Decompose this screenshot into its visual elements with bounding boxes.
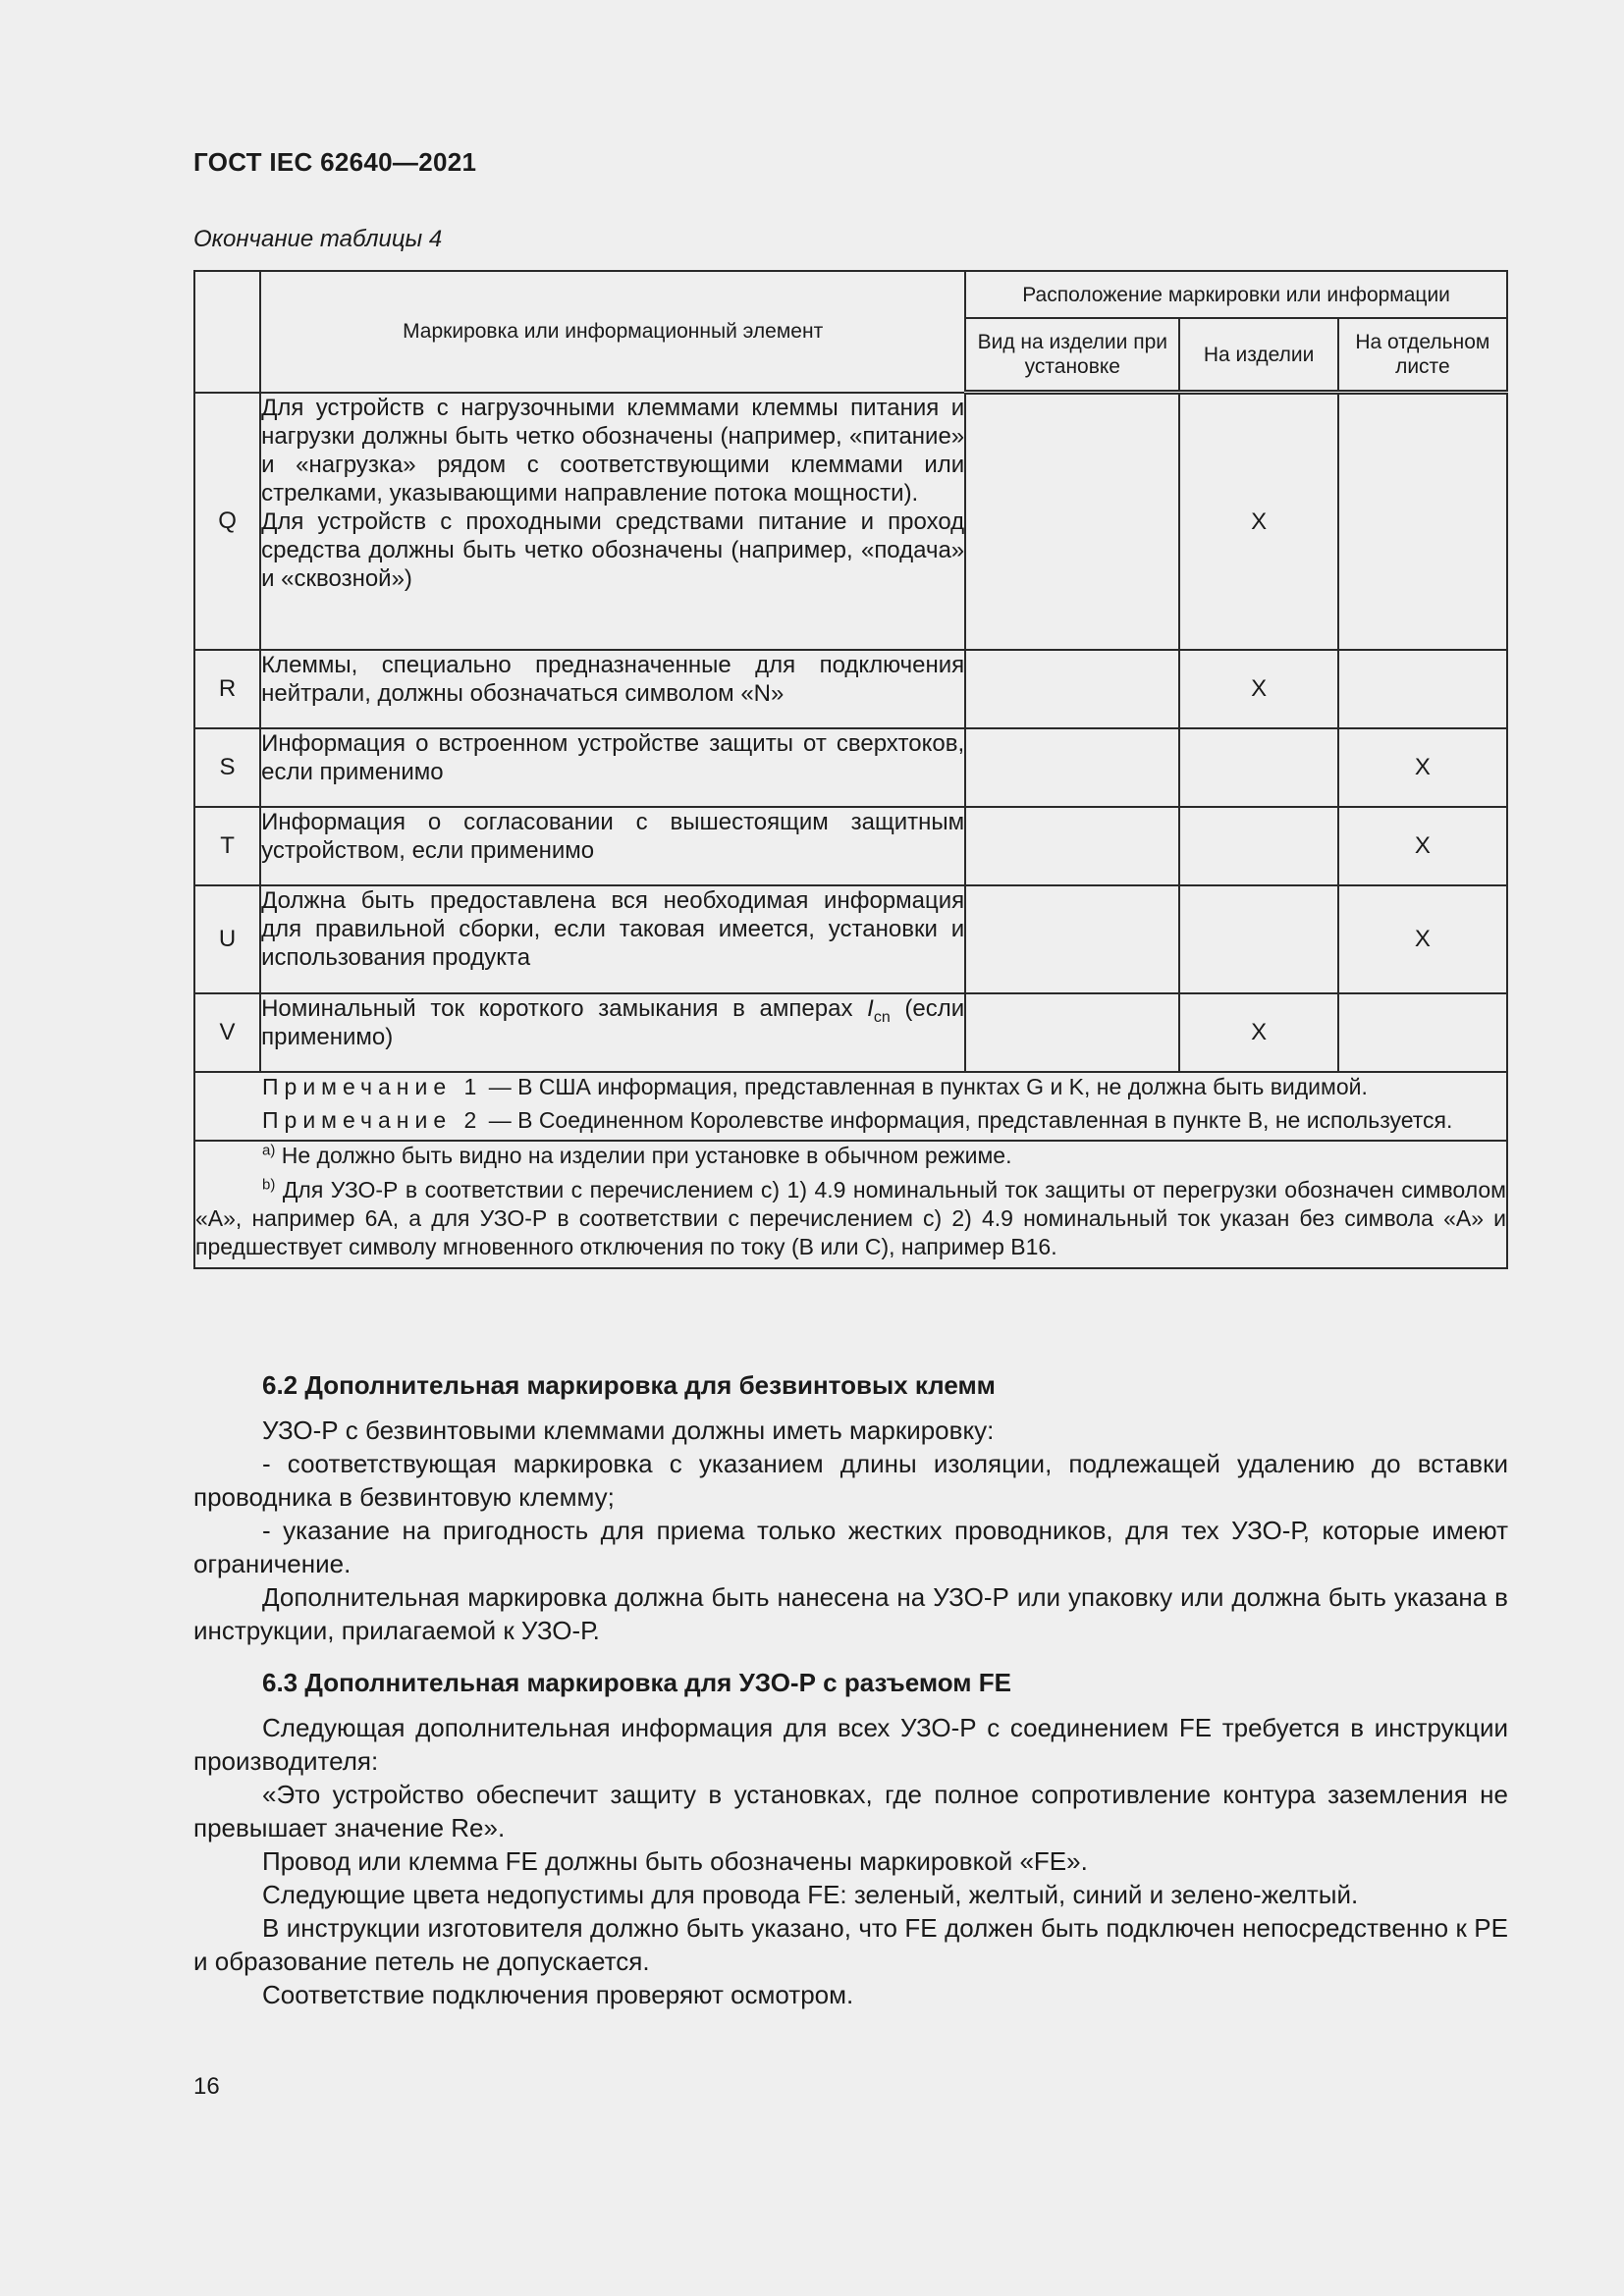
section-6-2 [193,1368,1508,1647]
table-row [194,885,1507,993]
row-letter: S [194,728,260,807]
mark-on-product: X [1179,393,1337,650]
mark-view-on-installed [965,650,1179,728]
table-row [194,807,1507,885]
table-head-row [194,271,1507,318]
mark-view-on-installed [965,885,1179,993]
note-text: — В США информация, представленная в пунктах G и K, не должна быть видимой. [482,1073,1368,1099]
table-row [194,993,1507,1072]
table-notes-row [194,1072,1507,1141]
mark-view-on-installed [965,728,1179,807]
row-letter: T [194,807,260,885]
table-row [194,728,1507,807]
paragraph: Дополнительная маркировка должна быть нанесена на УЗО-Р или упаковку или должна быть указана в инструкции, прилагаемой к УЗО-Р. [193,1582,1508,1645]
row-letter: V [194,993,260,1072]
mark-view-on-installed [965,807,1179,885]
mark-view-on-installed [965,393,1179,650]
mark-view-on-installed [965,993,1179,1072]
description-text: (если применимо) [261,994,965,1050]
current-symbol-subscript: cn [873,1008,891,1026]
row-description [260,885,965,993]
header-separate-sheet: На отдельном листе [1338,318,1507,393]
current-symbol: I [867,994,874,1022]
footnote-text: Для УЗО-Р в соответствии с перечислением c) 1) 4.9 номинальный ток защиты от перегрузки обозначен символом «А», например 6A, а для УЗО-Р в соответствии с перечислением c) 2) 4.9 номинальный ток указан без символа «А» и предшествует символу мгновенного отключения по току (B или C), например B16. [195,1176,1506,1259]
table-row [194,650,1507,728]
paragraph: УЗО-Р с безвинтовыми клеммами должны иметь маркировку: [262,1415,995,1445]
header-letter-cell [194,271,260,393]
paragraph: В инструкции изготовителя должно быть указано, что FE должен быть подключен непосредственно к PE и образование петель не допускается. [193,1913,1508,1976]
mark-separate-sheet: X [1338,885,1507,993]
mark-separate-sheet [1338,993,1507,1072]
mark-on-product [1179,807,1337,885]
document-header: ГОСТ IEC 62640—2021 [193,147,477,177]
row-description [260,993,965,1072]
description-paragraph: Информация о согласовании с вышестоящим защитным устройством, если применимо [261,808,965,864]
mark-separate-sheet: X [1338,728,1507,807]
marking-table [193,270,1508,1269]
mark-separate-sheet: X [1338,807,1507,885]
row-description [260,807,965,885]
footnote-text: Не должно быть видно на изделии при установке в обычном режиме. [275,1142,1012,1168]
table-row [194,393,1507,650]
description-text: Номинальный ток короткого замыкания в амперах [261,994,868,1022]
description-paragraph: Должна быть предоставлена вся необходимая информация для правильной сборки, если таковая имеется, установки и использования продукта [261,886,965,971]
mark-on-product: X [1179,993,1337,1072]
header-on-product: На изделии [1179,318,1337,393]
note-label: Примечание 2 [262,1106,483,1133]
row-letter: Q [194,393,260,650]
paragraph: Провод или клемма FE должны быть обозначены маркировкой «FE». [262,1846,1088,1876]
description-paragraph: Для устройств с нагрузочными клеммами клеммы питания и нагрузки должны быть четко обозначены (например, «питание» и «нагрузка» рядом с соответствующими клеммами или стрелками, указывающими направление потока мощности). [261,394,965,507]
mark-on-product: X [1179,650,1337,728]
table-footnotes [194,1141,1507,1268]
paragraph: Соответствие подключения проверяют осмотром. [262,1980,854,2009]
paragraph: - соответствующая маркировка с указанием длины изоляции, подлежащей удалению до вставки проводника в безвинтовую клемму; [193,1449,1508,1512]
paragraph: Следующая дополнительная информация для всех УЗО-Р с соединением FE требуется в инструкции производителя: [193,1713,1508,1776]
note-1 [195,1073,1506,1100]
header-element: Маркировка или информационный элемент [260,271,965,393]
row-description [260,393,965,650]
note-2 [195,1106,1506,1134]
mark-on-product [1179,885,1337,993]
mark-separate-sheet [1338,393,1507,650]
table-notes [194,1072,1507,1141]
description-paragraph: Клеммы, специально предназначенные для подключения нейтрали, должны обозначаться символом «N» [261,651,965,707]
header-view-on-installed: Вид на изделии при установке [965,318,1179,393]
section-heading: 6.3 Дополнительная маркировка для УЗО-Р с разъемом FE [262,1668,1011,1697]
page-number: 16 [193,2073,220,2100]
paragraph: «Это устройство обеспечит защиту в установках, где полное сопротивление контура заземления не превышает значение Re». [193,1780,1508,1842]
footnote-mark: b) [262,1175,276,1193]
row-letter: U [194,885,260,993]
section-heading: 6.2 Дополнительная маркировка для безвинтовых клемм [262,1370,996,1400]
description-paragraph: Для устройств с проходными средствами питание и проход средства должны быть четко обозначены (например, «подача» и «сквозной») [261,507,965,592]
paragraph: - указание на пригодность для приема только жестких проводников, для тех УЗО-Р, которые имеют ограничение. [193,1516,1508,1578]
section-6-3 [193,1666,1508,2011]
description-paragraph [261,994,964,1051]
footnote-b [195,1176,1506,1261]
note-text: — В Соединенном Королевстве информация, представленная в пункте B, не используется. [482,1106,1453,1133]
paragraph: Следующие цвета недопустимы для провода FE: зеленый, желтый, синий и зелено-желтый. [262,1880,1359,1909]
mark-on-product [1179,728,1337,807]
description-paragraph: Информация о встроенном устройстве защиты от сверхтоков, если применимо [261,729,965,785]
note-label: Примечание 1 [262,1073,483,1099]
table-caption: Окончание таблицы 4 [193,226,443,252]
table-footnotes-row [194,1141,1507,1268]
row-description [260,650,965,728]
mark-separate-sheet [1338,650,1507,728]
row-letter: R [194,650,260,728]
row-description [260,728,965,807]
footnote-a [195,1142,1506,1170]
footnote-mark: a) [262,1141,276,1158]
header-location-group: Расположение маркировки или информации [965,271,1507,318]
